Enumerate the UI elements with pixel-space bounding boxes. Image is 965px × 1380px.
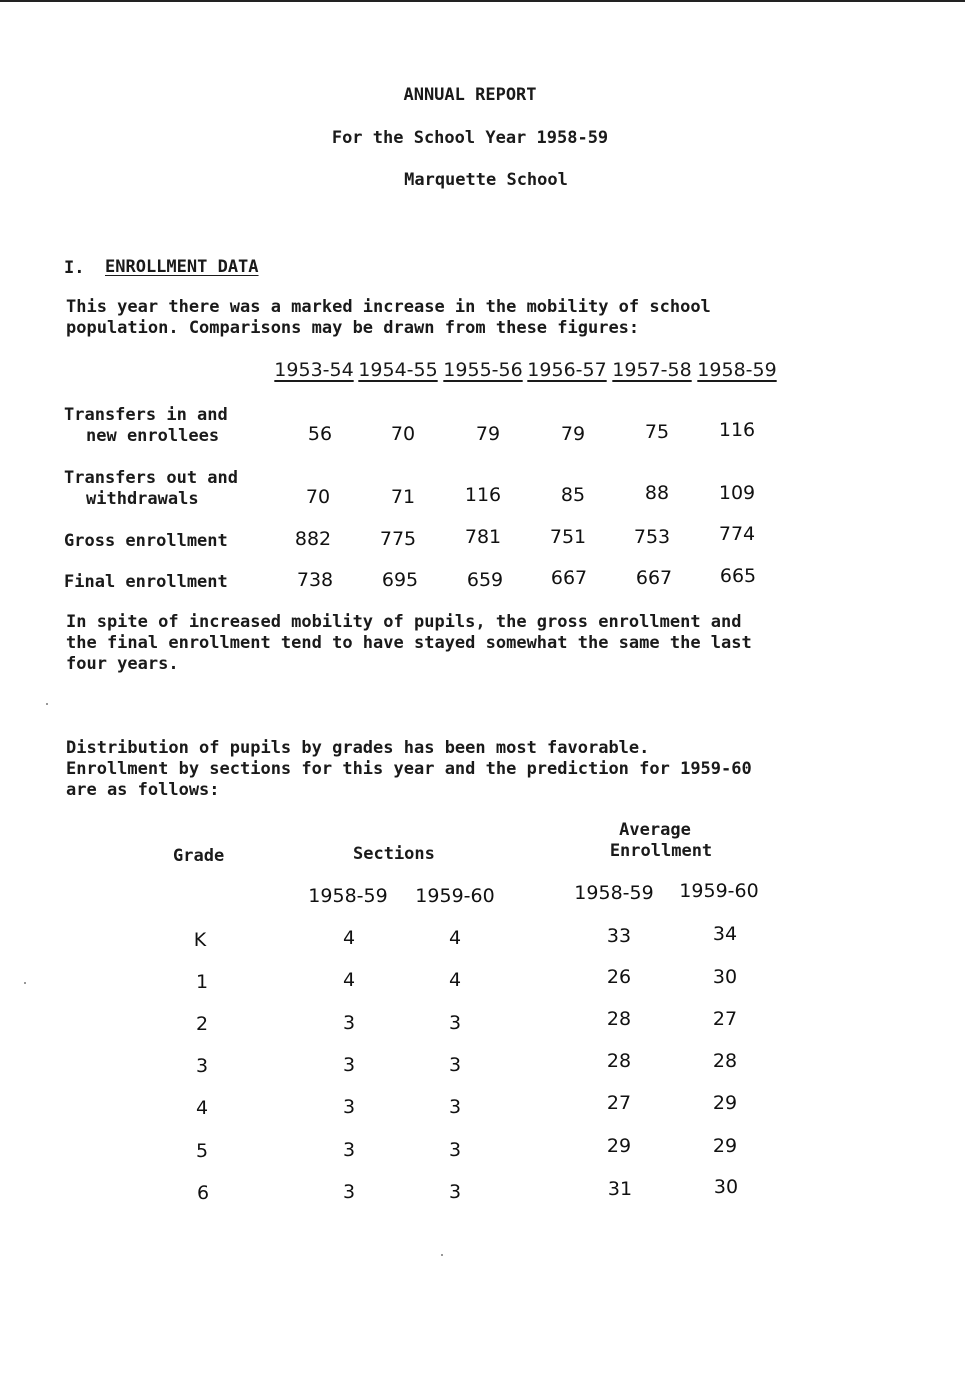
row-label-cont: new enrollees — [86, 426, 220, 446]
table-cell: 109 — [718, 482, 756, 504]
table-cell: 28 — [606, 1050, 632, 1072]
table-cell: 79 — [560, 423, 586, 445]
table-cell: 4 — [448, 969, 462, 991]
table-cell: 30 — [713, 1176, 739, 1198]
table-cell: 79 — [475, 423, 501, 445]
row-label-cont: withdrawals — [86, 489, 199, 509]
average-header: Average — [619, 820, 691, 840]
scan-speck — [24, 982, 26, 984]
table-cell: 28 — [712, 1050, 738, 1072]
table-cell: 88 — [644, 482, 670, 504]
table-cell: 31 — [607, 1178, 633, 1200]
distribution-paragraph — [66, 738, 796, 801]
table-cell: 738 — [296, 569, 334, 591]
table-cell: 4 — [448, 927, 462, 949]
row-label: Transfers in and — [64, 405, 228, 425]
table-cell: 85 — [560, 484, 586, 506]
table-cell: 29 — [712, 1092, 738, 1114]
table-cell: 27 — [712, 1008, 738, 1030]
table-cell: 3 — [448, 1139, 462, 1161]
row-label: Final enrollment — [64, 572, 228, 592]
table-cell: 56 — [307, 423, 333, 445]
table-cell: 34 — [712, 923, 738, 945]
sections-header: Sections — [353, 844, 435, 864]
intro-paragraph — [66, 297, 796, 339]
year-header: 1956-57 — [527, 359, 607, 381]
table-cell: 751 — [549, 526, 587, 548]
table-cell: 30 — [712, 966, 738, 988]
year-header: 1957-58 — [612, 359, 692, 381]
table-cell: 33 — [606, 925, 632, 947]
table-cell: 70 — [390, 423, 416, 445]
scan-speck — [46, 703, 48, 705]
summary-line-2: the final enrollment tend to have stayed somewhat the same the last — [66, 633, 752, 653]
grade-cell: 1 — [195, 971, 209, 993]
table-cell: 667 — [550, 567, 588, 589]
table-cell: 3 — [342, 1054, 356, 1076]
table-cell: 3 — [342, 1139, 356, 1161]
table-cell: 116 — [718, 419, 756, 441]
year-header: 1954-55 — [358, 359, 438, 381]
enrollment-header: Enrollment — [609, 841, 713, 861]
summary-paragraph — [66, 612, 796, 675]
year-header: 1958-59 — [697, 359, 777, 381]
intro-line-1: This year there was a marked increase in the mobility of school — [66, 297, 711, 317]
table-cell: 29 — [712, 1135, 738, 1157]
table-cell: 3 — [342, 1012, 356, 1034]
summary-line-3: four years. — [66, 654, 179, 674]
table-cell: 695 — [381, 569, 419, 591]
table-cell: 3 — [448, 1012, 462, 1034]
table-cell: 665 — [719, 565, 757, 587]
year-subheader: 1959-60 — [415, 885, 495, 907]
table-cell: 774 — [718, 523, 756, 545]
table-cell: 27 — [606, 1092, 632, 1114]
table-cell: 70 — [305, 486, 331, 508]
grade-cell: 6 — [196, 1182, 210, 1204]
table-cell: 781 — [464, 526, 502, 548]
table-cell: 4 — [342, 927, 356, 949]
table-cell: 3 — [448, 1096, 462, 1118]
grade-cell: 3 — [195, 1055, 209, 1077]
table-cell: 3 — [342, 1096, 356, 1118]
table-cell: 28 — [606, 1008, 632, 1030]
report-subtitle: For the School Year 1958-59 — [331, 128, 609, 148]
table-cell: 3 — [448, 1181, 462, 1203]
year-subheader: 1959-60 — [679, 880, 759, 902]
grade-header: Grade — [173, 846, 225, 866]
table-cell: 3 — [448, 1054, 462, 1076]
table-cell: 4 — [342, 969, 356, 991]
scan-speck — [441, 1254, 443, 1256]
table-cell: 75 — [644, 421, 670, 443]
intro-line-2: population. Comparisons may be drawn from these figures: — [66, 318, 640, 338]
top-border-rule — [0, 0, 965, 2]
table-cell: 659 — [466, 569, 504, 591]
table-cell: 116 — [464, 484, 502, 506]
table-cell: 71 — [390, 486, 416, 508]
distribution-line-2: Enrollment by sections for this year and the prediction for 1959-60 — [66, 759, 752, 779]
distribution-line-3: are as follows: — [66, 780, 220, 800]
row-label: Gross enrollment — [64, 531, 228, 551]
grade-cell: 5 — [195, 1140, 209, 1162]
table-cell: 753 — [633, 526, 671, 548]
table-cell: 26 — [606, 966, 632, 988]
school-name: Marquette School — [404, 170, 568, 190]
year-header: 1953-54 — [274, 359, 354, 381]
year-header: 1955-56 — [443, 359, 523, 381]
table-cell: 3 — [342, 1181, 356, 1203]
report-title: ANNUAL REPORT — [403, 85, 537, 105]
section-number: I. — [64, 258, 85, 278]
table-cell: 667 — [635, 567, 673, 589]
year-subheader: 1958-59 — [308, 885, 388, 907]
grade-cell: K — [193, 929, 207, 951]
table-cell: 775 — [379, 528, 417, 550]
section-title: ENROLLMENT DATA — [105, 257, 259, 277]
distribution-line-1: Distribution of pupils by grades has been most favorable. — [66, 738, 650, 758]
table-cell: 29 — [606, 1135, 632, 1157]
summary-line-1: In spite of increased mobility of pupils, the gross enrollment and — [66, 612, 742, 632]
grade-cell: 2 — [195, 1013, 209, 1035]
grade-cell: 4 — [195, 1097, 209, 1119]
year-subheader: 1958-59 — [574, 882, 654, 904]
row-label: Transfers out and — [64, 468, 238, 488]
table-cell: 882 — [294, 528, 332, 550]
